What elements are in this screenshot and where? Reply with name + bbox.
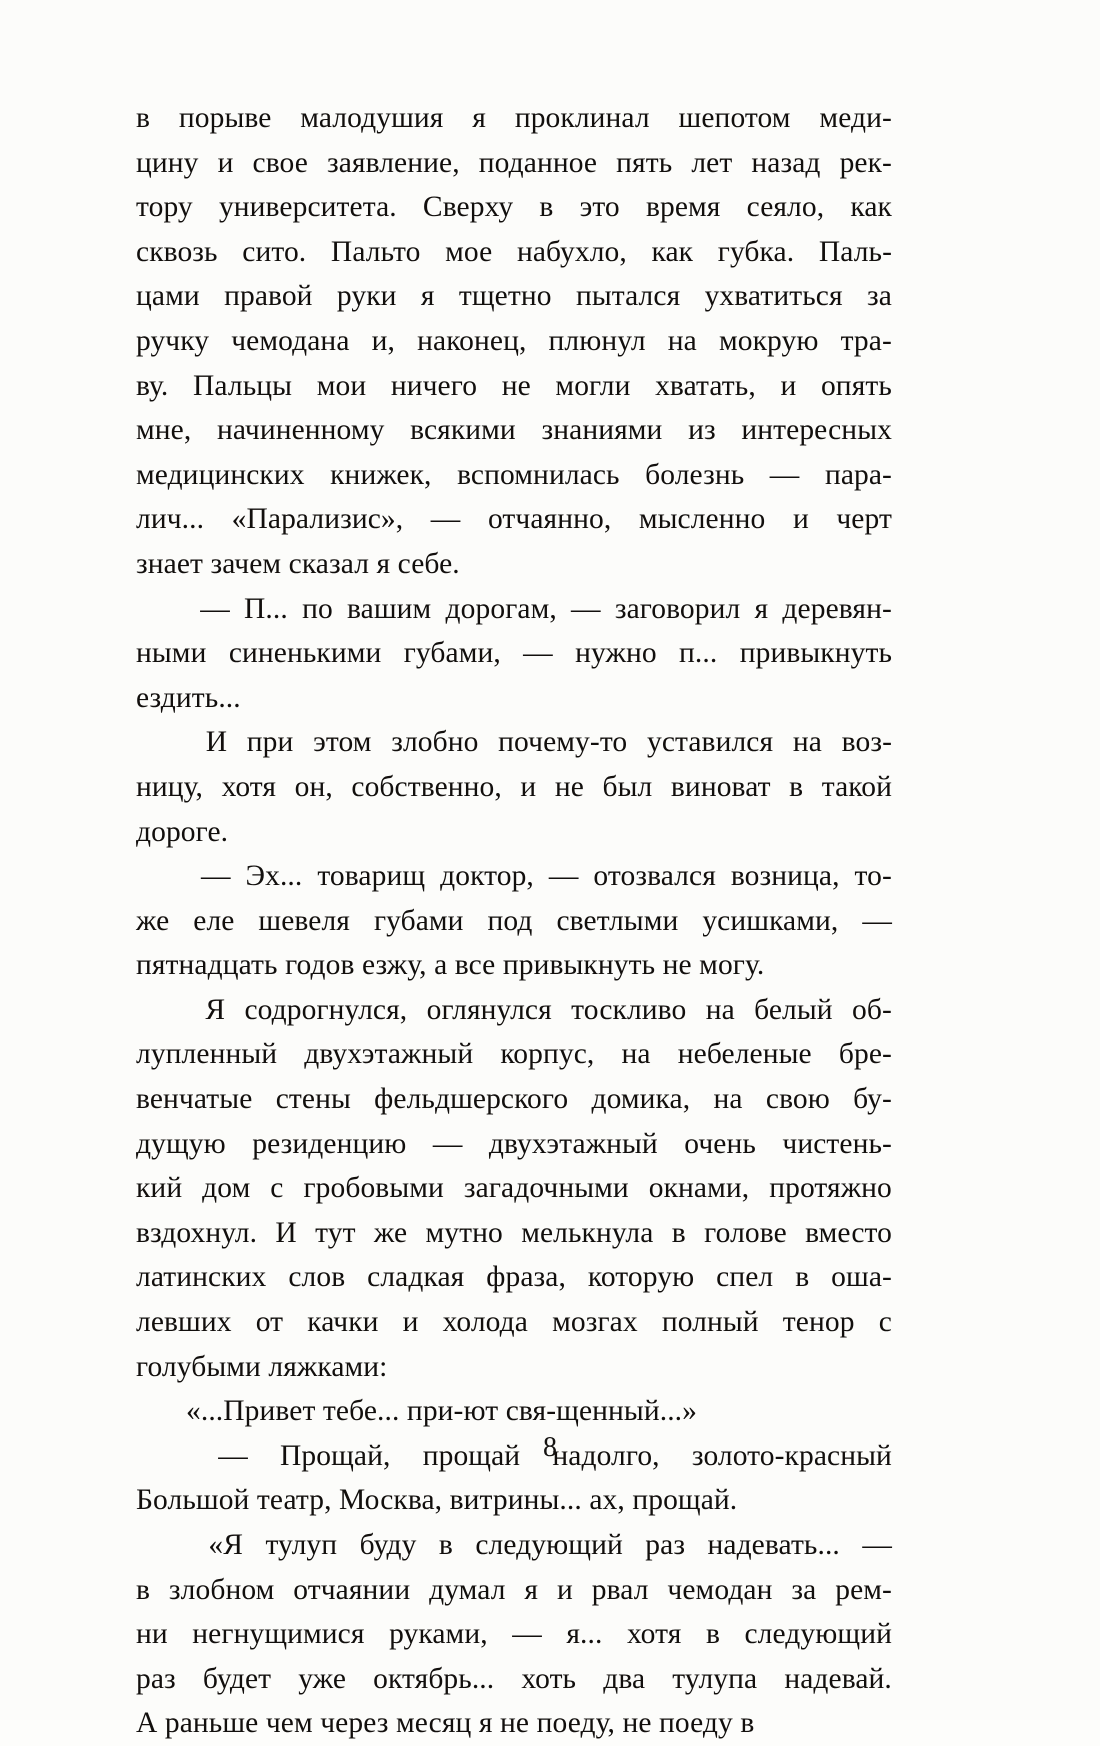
word: как xyxy=(651,235,694,268)
word: ухватиться xyxy=(704,280,843,313)
text-line xyxy=(136,943,892,988)
word: мысленно xyxy=(638,503,766,536)
word: плюнул xyxy=(548,324,646,357)
word: п... xyxy=(679,637,718,670)
word: проклинал xyxy=(514,102,650,134)
word: бу- xyxy=(853,1083,892,1116)
word: пытался xyxy=(575,280,681,313)
word: — xyxy=(523,637,553,670)
word: порыве xyxy=(178,102,272,134)
word: мокрую xyxy=(718,324,819,357)
word: слов xyxy=(288,1261,346,1294)
word: я... xyxy=(566,1618,603,1651)
word: университета. xyxy=(218,191,397,224)
word: тоскливо xyxy=(571,993,687,1026)
text-line xyxy=(136,1345,892,1390)
word: мое xyxy=(445,235,493,268)
paragraph-indent xyxy=(136,854,186,899)
word: холода xyxy=(442,1306,528,1339)
word: лич... xyxy=(136,503,205,536)
text-line xyxy=(136,542,892,587)
word: тулупа xyxy=(672,1662,758,1695)
word: двухэтажный xyxy=(304,1038,474,1071)
word: отчаянии xyxy=(293,1573,411,1606)
text-line xyxy=(136,185,892,230)
word: ницу, xyxy=(136,770,204,803)
word: болезнь xyxy=(645,458,745,491)
paragraph xyxy=(136,1523,892,1746)
word: двухэтажный xyxy=(488,1127,658,1160)
word: раз xyxy=(136,1662,176,1695)
word: губка. xyxy=(717,235,795,268)
word: Паль- xyxy=(818,235,892,268)
word: отозвался xyxy=(593,860,716,893)
word: рем- xyxy=(835,1573,892,1606)
text-line xyxy=(136,631,892,676)
word: и xyxy=(792,503,809,536)
word: в xyxy=(438,1529,453,1561)
word: качки xyxy=(307,1306,379,1339)
word: губами, xyxy=(403,637,501,670)
paragraph-indent xyxy=(136,587,186,632)
word: сеяло, xyxy=(746,191,825,224)
word: на xyxy=(792,726,822,759)
word: «Парализис», xyxy=(231,503,404,536)
word: дущую xyxy=(136,1127,226,1160)
word: надевать... xyxy=(707,1529,840,1561)
word: вместо xyxy=(805,1216,892,1249)
word: же xyxy=(373,1216,408,1249)
word: хватать, xyxy=(655,369,756,402)
word: — xyxy=(200,592,230,625)
text-line xyxy=(136,1032,892,1077)
word: кий xyxy=(136,1172,183,1205)
text-line xyxy=(136,1300,892,1345)
word: воз- xyxy=(841,726,892,759)
word: время xyxy=(645,191,721,224)
text-line xyxy=(136,765,892,810)
word: спел xyxy=(716,1261,774,1294)
word: усишками, xyxy=(702,904,839,937)
word: цами xyxy=(136,280,200,313)
word: я xyxy=(472,102,486,134)
line-text: дороге. xyxy=(136,815,229,848)
word: на xyxy=(705,993,735,1026)
word: чистень- xyxy=(782,1127,892,1160)
paragraph xyxy=(136,96,892,587)
word: — xyxy=(548,860,579,893)
word: могли xyxy=(555,369,631,402)
word: опять xyxy=(820,369,892,402)
word: за xyxy=(866,280,892,313)
word: меди- xyxy=(819,102,892,134)
text-line xyxy=(136,141,892,186)
word: из xyxy=(688,414,716,447)
word: синенькими xyxy=(228,637,382,670)
word: буду xyxy=(359,1529,417,1561)
word: дом xyxy=(202,1172,251,1205)
line-text: знает зачем сказал я себе. xyxy=(136,547,460,580)
word: два xyxy=(603,1662,646,1695)
text-line xyxy=(136,854,892,899)
text-line xyxy=(136,1701,892,1746)
page-number: 8 xyxy=(543,1432,557,1463)
word: такой xyxy=(821,770,892,803)
text-line xyxy=(136,988,892,1033)
text-line xyxy=(136,720,892,765)
word: Пальто xyxy=(330,235,421,268)
word: книжек, xyxy=(330,458,432,491)
paragraph-indent xyxy=(136,988,186,1033)
word: ручку xyxy=(136,324,210,357)
word: в xyxy=(705,1618,720,1651)
word: мне, xyxy=(136,414,192,447)
word: шепотом xyxy=(678,102,791,134)
word: ничего xyxy=(390,369,478,402)
word: в xyxy=(671,1216,686,1249)
word: венчатые xyxy=(136,1083,253,1116)
word: свое xyxy=(252,146,308,179)
word: собственно, xyxy=(351,770,502,803)
text-line xyxy=(136,274,892,319)
word: я xyxy=(420,280,435,313)
word: дорогам, xyxy=(445,592,557,625)
word: губами xyxy=(373,904,464,937)
word: виноват xyxy=(670,770,771,803)
word: в xyxy=(539,191,554,224)
word: раз xyxy=(645,1529,686,1561)
word: корпус, xyxy=(500,1038,595,1071)
word: я xyxy=(524,1573,539,1606)
word: злобном xyxy=(168,1573,275,1606)
word: хотя xyxy=(626,1618,682,1651)
word: поданное xyxy=(478,146,598,179)
text-line xyxy=(136,453,892,498)
word: вспомнилась xyxy=(457,458,620,491)
word: я xyxy=(754,592,769,625)
word: вздохнул. xyxy=(136,1216,258,1249)
word: окнами, xyxy=(648,1172,750,1205)
word: Я xyxy=(205,993,226,1026)
word: под xyxy=(487,904,533,937)
word: деревян- xyxy=(782,592,892,625)
word: гробовыми xyxy=(303,1172,444,1205)
word: золото-красный xyxy=(691,1439,892,1472)
word: злобно xyxy=(391,726,479,759)
word: руки xyxy=(336,280,397,313)
word: в xyxy=(136,102,151,134)
word: — xyxy=(432,1127,463,1160)
paragraph xyxy=(136,720,892,854)
page-text-block xyxy=(136,96,892,1746)
word: негнущимися xyxy=(192,1618,365,1651)
word: и xyxy=(780,369,797,402)
word: бре- xyxy=(838,1038,892,1071)
line-text: пятнадцать годов езжу, а все привыкнуть не могу. xyxy=(136,949,765,982)
word: прощай xyxy=(422,1439,521,1472)
word: отчаянно, xyxy=(487,503,612,536)
text-line xyxy=(136,1612,892,1657)
word: «Я xyxy=(208,1529,244,1561)
paragraph-indent xyxy=(136,720,186,765)
text-line xyxy=(136,810,892,855)
word: в xyxy=(136,1573,151,1606)
text-line xyxy=(136,1166,892,1211)
word: медицинских xyxy=(136,458,305,491)
word: от xyxy=(255,1306,284,1339)
word: правой xyxy=(224,280,313,313)
word: на xyxy=(667,324,697,357)
text-line xyxy=(136,408,892,453)
text-line xyxy=(136,676,892,721)
word: хоть xyxy=(521,1662,577,1695)
word: содрогнулся, xyxy=(244,993,408,1026)
word: не xyxy=(501,369,531,402)
word: — xyxy=(571,592,601,625)
word: тут xyxy=(315,1216,356,1249)
word: и xyxy=(217,146,234,179)
word: Сверху xyxy=(422,191,514,224)
word: И xyxy=(205,726,228,759)
word: наконец, xyxy=(417,324,527,357)
word: с xyxy=(270,1172,284,1205)
text-line xyxy=(136,899,892,944)
word: и xyxy=(556,1573,573,1606)
text-line xyxy=(136,1523,892,1568)
word: резиденцию xyxy=(252,1127,407,1160)
word: при xyxy=(246,726,294,759)
word: в xyxy=(789,770,804,803)
text-line xyxy=(136,1122,892,1167)
word: Прощай, xyxy=(280,1439,391,1472)
word: нужно xyxy=(575,637,657,670)
word: всякими xyxy=(410,414,516,447)
word: и xyxy=(402,1306,419,1339)
word: оша- xyxy=(831,1261,892,1294)
word: на xyxy=(621,1038,651,1071)
word: лет xyxy=(691,146,733,179)
word: небеленые xyxy=(677,1038,812,1071)
word: шевеля xyxy=(258,904,350,937)
word: и xyxy=(520,770,537,803)
text-line xyxy=(136,1255,892,1300)
text-line xyxy=(136,1077,892,1122)
word: фраза, xyxy=(486,1261,566,1294)
paragraph xyxy=(136,587,892,721)
word: И xyxy=(275,1216,297,1249)
word: хотя xyxy=(221,770,277,803)
word: был xyxy=(602,770,653,803)
word: Пальцы xyxy=(193,369,293,402)
word: голове xyxy=(704,1216,787,1249)
word: будет xyxy=(202,1662,272,1695)
text-line xyxy=(136,319,892,364)
word: чемодан xyxy=(667,1573,773,1606)
word: надевай. xyxy=(784,1662,892,1695)
text-line xyxy=(136,1568,892,1613)
word: привыкнуть xyxy=(739,637,892,670)
word: мелькнула xyxy=(521,1216,654,1249)
word: этом xyxy=(313,726,372,759)
word: домика, xyxy=(591,1083,691,1116)
word: мутно xyxy=(425,1216,503,1249)
word: полный xyxy=(661,1306,759,1339)
word: с xyxy=(878,1306,892,1339)
word: возница, xyxy=(730,860,840,893)
word: начиненному xyxy=(216,414,385,447)
word: тра- xyxy=(840,324,892,357)
word: которую xyxy=(587,1261,695,1294)
text-line xyxy=(136,230,892,275)
word: — xyxy=(862,1529,892,1561)
word: не xyxy=(554,770,584,803)
word: сладкая xyxy=(367,1261,465,1294)
word: то- xyxy=(854,860,892,893)
word: это xyxy=(579,191,620,224)
word: об- xyxy=(852,993,892,1026)
word: ни xyxy=(136,1618,168,1651)
word: цину xyxy=(136,146,199,179)
word: — xyxy=(512,1618,542,1651)
text-line xyxy=(136,587,892,632)
word: белый xyxy=(754,993,833,1026)
word: тору xyxy=(136,191,193,224)
word: интересных xyxy=(741,414,892,447)
word: он, xyxy=(294,770,333,803)
text-line xyxy=(136,96,892,141)
word: товарищ xyxy=(317,860,426,893)
word: за xyxy=(791,1573,817,1606)
word: левших xyxy=(136,1306,232,1339)
word: латинских xyxy=(136,1261,267,1294)
word: черт xyxy=(836,503,892,536)
word: тулуп xyxy=(265,1529,338,1561)
word: П... xyxy=(244,592,288,625)
word: же xyxy=(136,904,170,937)
word: загадочными xyxy=(463,1172,629,1205)
word: уставился xyxy=(646,726,774,759)
word: следующий xyxy=(744,1618,892,1651)
word: еле xyxy=(193,904,235,937)
line-text: голубыми ляжками: xyxy=(136,1350,388,1383)
word: думал xyxy=(429,1573,506,1606)
word: доктор, xyxy=(440,860,534,893)
word: знаниями xyxy=(541,414,663,447)
word: ными xyxy=(136,637,207,670)
text-line xyxy=(136,1657,892,1702)
paragraph-indent xyxy=(136,1523,186,1568)
word: сито. xyxy=(242,235,307,268)
word: как xyxy=(850,191,892,224)
word: Эх... xyxy=(245,860,303,893)
word: протяжно xyxy=(769,1172,892,1205)
word: заговорил xyxy=(614,592,741,625)
text-line xyxy=(136,1478,892,1523)
word: чемодана xyxy=(231,324,350,357)
word: надолго, xyxy=(552,1439,660,1472)
word: мозгах xyxy=(552,1306,638,1339)
text-line xyxy=(136,1211,892,1256)
paragraph-indent xyxy=(136,1389,186,1434)
word: малодушия xyxy=(300,102,444,134)
word: стены xyxy=(275,1083,351,1116)
word: — xyxy=(218,1439,248,1472)
word: — xyxy=(430,503,461,536)
word: рвал xyxy=(591,1573,649,1606)
paragraph xyxy=(136,854,892,988)
word: светлыми xyxy=(556,904,679,937)
word: уже xyxy=(298,1662,347,1695)
text-line xyxy=(136,497,892,542)
word: очень xyxy=(684,1127,756,1160)
word: — xyxy=(769,458,800,491)
word: тенор xyxy=(782,1306,855,1339)
word: ву. xyxy=(136,369,169,402)
word: почему-то xyxy=(498,726,628,759)
word: сквозь xyxy=(136,235,218,268)
word: рек- xyxy=(839,146,892,179)
word: в xyxy=(795,1261,810,1294)
word: пять xyxy=(616,146,673,179)
word: октябрь... xyxy=(373,1662,495,1695)
word: вашим xyxy=(347,592,432,625)
word: на xyxy=(713,1083,743,1116)
word: заявление, xyxy=(326,146,460,179)
word: — xyxy=(200,860,231,893)
word: оглянулся xyxy=(426,993,552,1026)
word: набухло, xyxy=(516,235,627,268)
word: следующий xyxy=(475,1529,623,1561)
word: руками, xyxy=(389,1618,488,1651)
word: пара- xyxy=(824,458,892,491)
word: свою xyxy=(765,1083,830,1116)
word: назад xyxy=(751,146,821,179)
word: по xyxy=(302,592,333,625)
line-text: «...Привет тебе... при-ют свя-щенный...» xyxy=(186,1395,697,1428)
word: тщетно xyxy=(458,280,552,313)
word: — xyxy=(862,904,892,937)
text-line xyxy=(136,1389,892,1434)
line-text: А раньше чем через месяц я не поеду, не поеду в xyxy=(136,1707,755,1740)
paragraph xyxy=(136,988,892,1389)
text-line xyxy=(136,364,892,409)
line-text: Большой театр, Москва, витрины... ах, прощай. xyxy=(136,1484,738,1517)
line-text: ездить... xyxy=(136,681,241,714)
word: мои xyxy=(316,369,367,402)
paragraph xyxy=(136,1389,892,1434)
word: лупленный xyxy=(136,1038,278,1071)
word: фельдшерского xyxy=(374,1083,569,1116)
word: и, xyxy=(371,324,396,357)
